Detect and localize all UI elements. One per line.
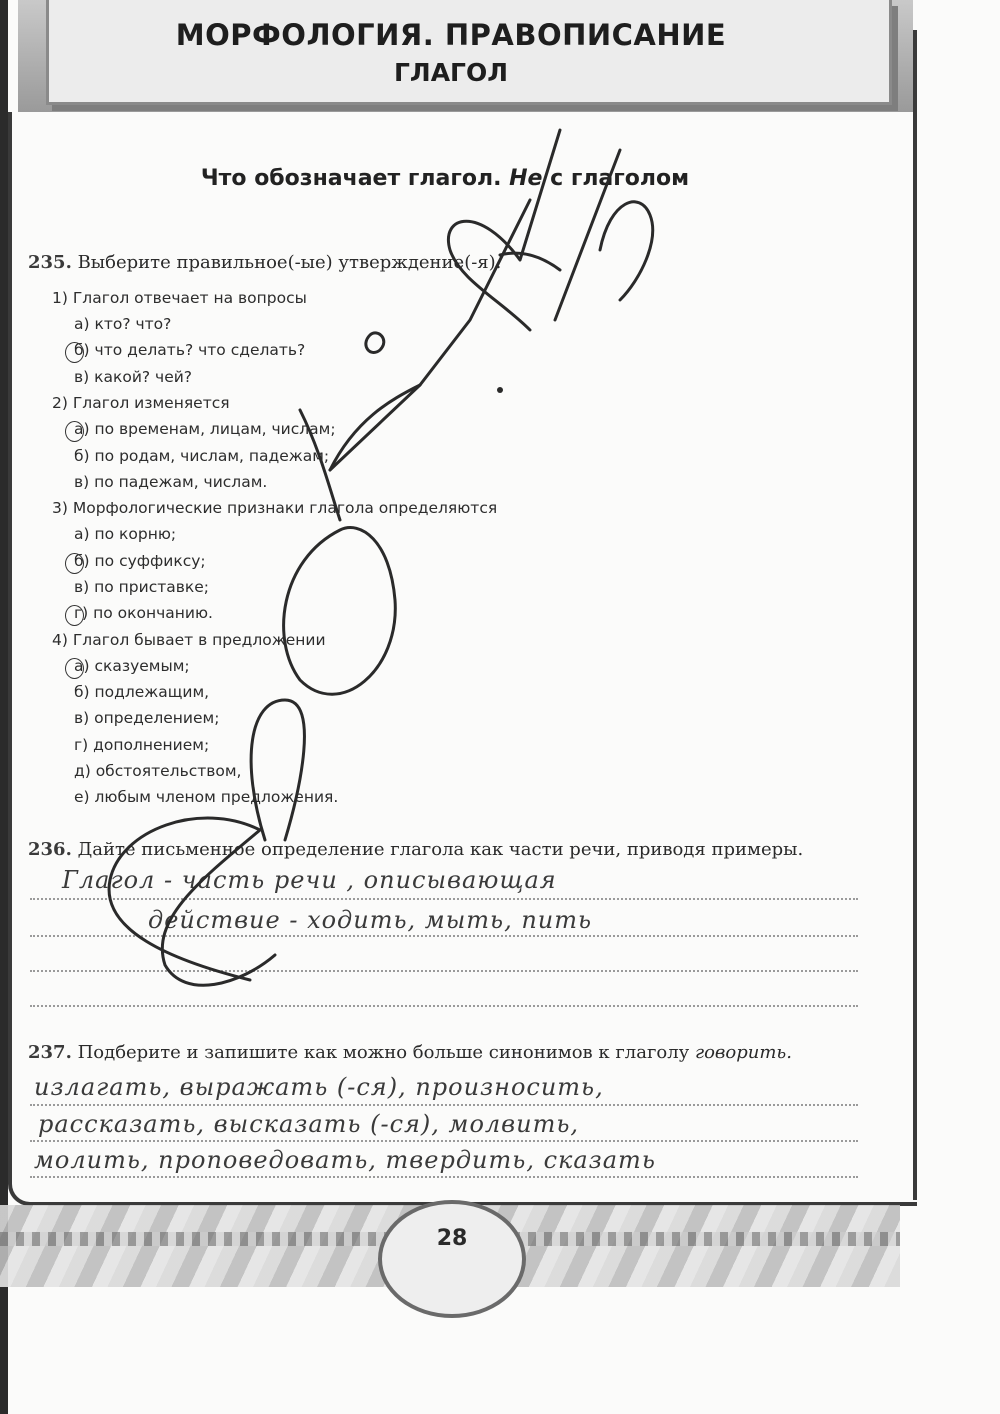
handwritten-answer: молить, проповедовать, твердить, сказать (34, 1146, 656, 1174)
answer-line (30, 935, 858, 937)
task-text: Дайте письменное определение глагола как части речи, приводя примеры. (77, 839, 804, 860)
option-line: е) любым членом предложения. (74, 788, 339, 806)
task-text: Подберите и запишите как можно больше синонимов к глаголу (77, 1042, 690, 1063)
answer-line (30, 1176, 858, 1178)
section-title-part1: Что обозначает глагол. (200, 166, 502, 191)
answer-circle-mark (65, 658, 84, 679)
chapter-subtitle: ГЛАГОЛ (394, 58, 508, 87)
option-line: б) по родам, числам, падежам; (74, 447, 330, 465)
option-line: в) по приставке; (74, 578, 210, 596)
header-plate (46, 0, 892, 105)
option-line: а) сказуемым; (74, 657, 190, 675)
answer-line (30, 1005, 858, 1007)
question-line: 4) Глагол бывает в предложении (52, 631, 326, 649)
task-number: 235. (28, 252, 72, 273)
answer-circle-mark (65, 553, 84, 574)
answer-circle-mark (65, 342, 84, 363)
option-line: б) что делать? что сделать? (74, 341, 306, 359)
option-line: в) какой? чей? (74, 368, 193, 386)
answer-line (30, 1140, 858, 1142)
task-text: Выберите правильное(-ые) утверждение(-я). (77, 252, 502, 273)
answer-circle-mark (65, 605, 84, 626)
chapter-title: МОРФОЛОГИЯ. ПРАВОПИСАНИЕ (175, 18, 727, 52)
question-line: 1) Глагол отвечает на вопросы (52, 289, 307, 307)
page-number-frame (378, 1200, 526, 1318)
option-line: а) по временам, лицам, числам; (74, 420, 336, 438)
option-line: в) определением; (74, 709, 220, 727)
page-number: 28 (436, 1226, 468, 1251)
answer-line (30, 1104, 858, 1106)
handwritten-answer: Глагол - часть речи , описывающая (62, 866, 557, 894)
task-number: 237. (28, 1042, 72, 1063)
left-edge-bar (0, 0, 8, 1414)
header-band (18, 0, 913, 112)
task-235-heading (28, 252, 501, 273)
answer-circle-mark (65, 421, 84, 442)
option-line: г) по окончанию. (74, 604, 213, 622)
task-237-heading (28, 1042, 792, 1063)
task-236-heading (28, 839, 803, 860)
question-line: 2) Глагол изменяется (52, 394, 230, 412)
section-title (0, 166, 890, 191)
answer-line (30, 898, 858, 900)
handwritten-answer: рассказать, высказать (-ся), молвить, (38, 1110, 580, 1138)
question-line: 3) Морфологические признаки глагола определяются (52, 499, 498, 517)
handwritten-answer: действие - ходить, мыть, пить (148, 906, 593, 934)
option-line: б) подлежащим, (74, 683, 210, 701)
option-line: а) кто? что? (74, 315, 172, 333)
task-text-italic: говорить. (694, 1042, 792, 1063)
answer-line (30, 970, 858, 972)
handwritten-answer: излагать, выражать (-ся), произносить, (34, 1073, 604, 1101)
option-line: а) по корню; (74, 525, 177, 543)
option-line: б) по суффиксу; (74, 552, 206, 570)
option-line: в) по падежам, числам. (74, 473, 268, 491)
option-line: г) дополнением; (74, 736, 210, 754)
section-title-italic: Не (509, 166, 543, 191)
option-line: д) обстоятельством, (74, 762, 242, 780)
section-title-part2: с глаголом (550, 166, 690, 191)
task-number: 236. (28, 839, 72, 860)
